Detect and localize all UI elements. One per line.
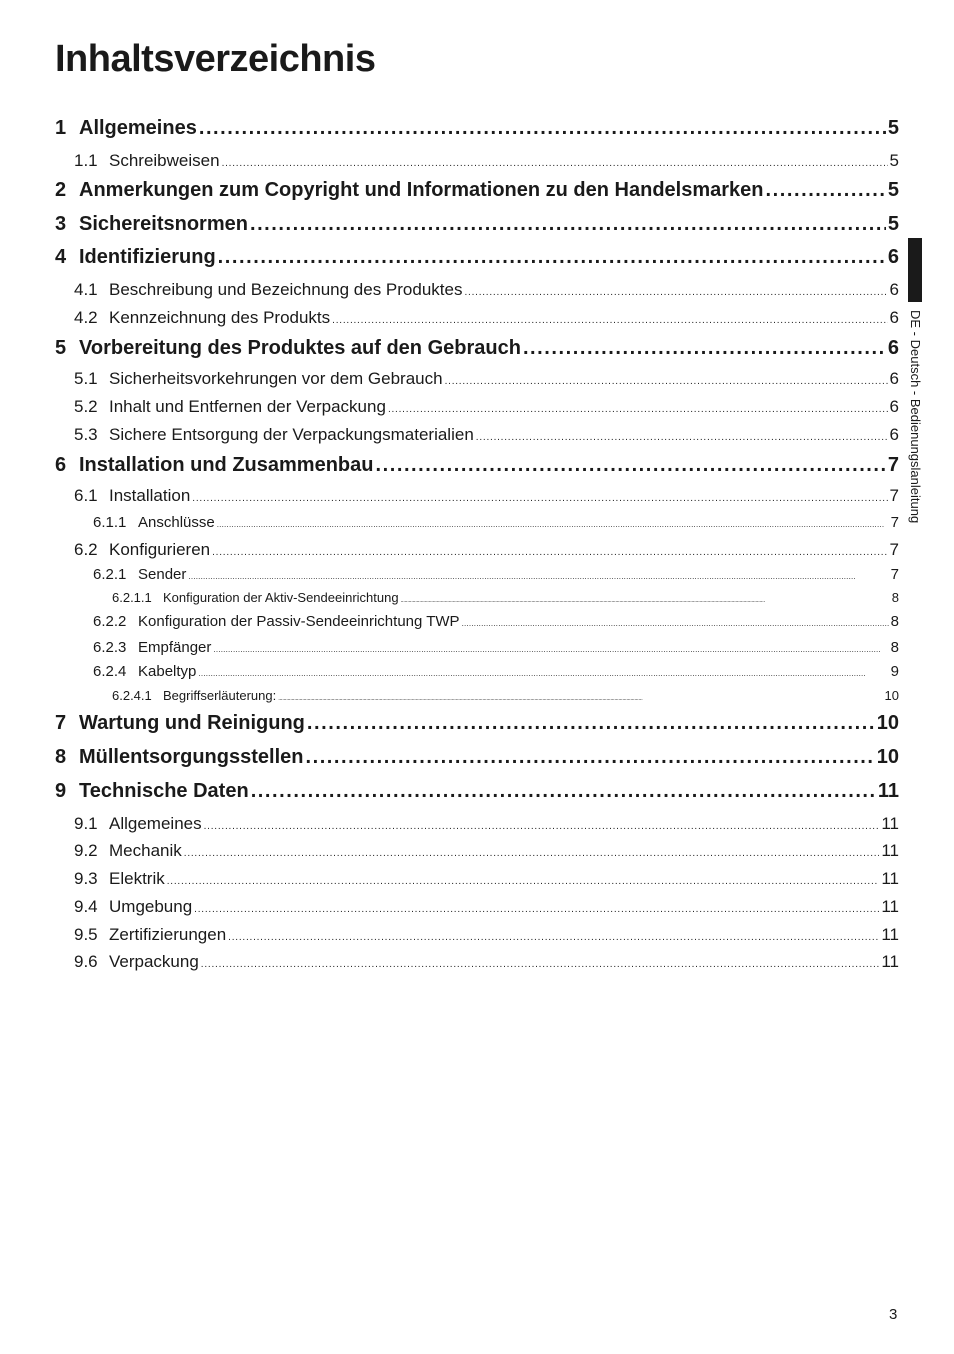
toc-entry-page: 11	[881, 869, 899, 888]
toc-entry-number: 3	[55, 213, 67, 235]
toc-entry-page: 8	[890, 613, 899, 630]
toc-entry-page: 8	[890, 639, 899, 656]
toc-entry-page: 7	[889, 486, 899, 505]
page-title: Inhaltsverzeichnis	[55, 38, 376, 80]
toc-entry[interactable]	[55, 247, 899, 267]
toc-entry-title: Anschlüsse	[138, 514, 215, 531]
toc-entry-title: Begriffserläuterung:	[163, 688, 277, 703]
toc-entry-number: 5	[55, 337, 67, 359]
toc-entry-title: Anmerkungen zum Copyright und Informationen zu den Handelsmarken	[79, 179, 764, 201]
toc-leader-dots	[204, 822, 880, 832]
toc-entry-page: 6	[889, 280, 899, 299]
toc-entry-title: Umgebung	[109, 897, 193, 916]
toc-entry[interactable]	[55, 214, 899, 234]
toc-entry-page: 5	[887, 213, 899, 235]
toc-entry-title: Sichereitsnormen	[79, 213, 248, 235]
toc-entry-title: Inhalt und Entfernen der Verpackung	[109, 397, 386, 416]
toc-entry-page: 5	[887, 117, 899, 139]
toc-entry[interactable]	[55, 338, 899, 358]
toc-leader-dots	[462, 620, 889, 628]
toc-entry[interactable]	[55, 398, 899, 415]
toc-entry[interactable]	[55, 152, 899, 169]
toc-entry-page: 6	[887, 337, 899, 359]
toc-entry-page: 7	[887, 454, 899, 476]
toc-leader-dots	[305, 747, 874, 767]
toc-entry-number: 5.1	[74, 369, 98, 388]
toc-entry-number: 5.3	[74, 425, 98, 444]
toc-leader-dots	[201, 960, 880, 970]
toc-leader-dots	[251, 781, 876, 801]
toc-entry-title: Konfiguration der Passiv-Sendeeinrichtung TWP	[138, 613, 460, 630]
toc-entry-number: 2	[55, 179, 67, 201]
toc-entry-page: 8	[891, 590, 899, 605]
toc-entry-page: 10	[884, 688, 899, 703]
toc-entry-number: 9.5	[74, 925, 98, 944]
toc-entry-title: Beschreibung und Bezeichnung des Produktes	[109, 280, 463, 299]
toc-entry-page: 7	[890, 514, 899, 531]
toc-leader-dots	[332, 316, 887, 326]
toc-entry-page: 11	[881, 841, 899, 860]
toc-entry-number: 9	[55, 780, 67, 802]
toc-entry-number: 9.6	[74, 952, 98, 971]
toc-entry-number: 6.1.1	[93, 514, 127, 531]
toc-entry-number: 6.2.2	[93, 613, 127, 630]
toc-leader-dots	[192, 494, 887, 504]
toc-entry-title: Mechanik	[109, 841, 182, 860]
toc-entry-page: 11	[881, 952, 899, 971]
toc-leader-dots	[307, 713, 875, 733]
toc-entry[interactable]	[55, 713, 899, 733]
toc-entry-title: Allgemeines	[79, 117, 197, 139]
toc-entry-page: 5	[887, 179, 899, 201]
toc-entry[interactable]	[55, 926, 899, 943]
toc-entry-page: 6	[889, 397, 899, 416]
toc-entry-page: 10	[876, 712, 899, 734]
table-of-contents	[55, 0, 899, 1000]
toc-entry[interactable]	[55, 953, 899, 970]
toc-leader-dots	[464, 288, 887, 298]
toc-entry-page: 6	[887, 246, 899, 268]
toc-entry-number: 7	[55, 712, 67, 734]
toc-entry-title: Elektrik	[109, 869, 165, 888]
toc-leader-dots	[476, 433, 888, 443]
toc-entry[interactable]	[55, 591, 899, 604]
toc-entry-page: 5	[889, 151, 899, 170]
toc-entry-title: Sichere Entsorgung der Verpackungsmaterialien	[109, 425, 474, 444]
toc-leader-dots	[167, 877, 880, 887]
toc-leader-dots	[766, 180, 886, 200]
toc-entry-title: Identifizierung	[79, 246, 216, 268]
toc-entry[interactable]	[55, 689, 899, 702]
toc-entry[interactable]	[55, 664, 899, 679]
toc-entry-page: 11	[881, 814, 899, 833]
toc-entry[interactable]	[55, 487, 899, 504]
toc-entry-page: 7	[890, 566, 899, 583]
toc-leader-dots	[212, 548, 887, 558]
toc-entry[interactable]	[55, 747, 899, 767]
toc-entry-page: 9	[890, 663, 899, 680]
toc-entry-number: 1	[55, 117, 67, 139]
toc-leader-dots	[228, 933, 879, 943]
toc-leader-dots	[388, 405, 888, 415]
toc-entry-number: 6	[55, 454, 67, 476]
toc-entry-title: Schreibweisen	[109, 151, 220, 170]
toc-entry-page: 10	[876, 746, 899, 768]
toc-entry-title: Technische Daten	[79, 780, 249, 802]
toc-entry-number: 8	[55, 746, 67, 768]
toc-entry-title: Vorbereitung des Produktes auf den Gebrauch	[79, 337, 521, 359]
toc-entry[interactable]	[55, 309, 899, 326]
toc-entry-page: 11	[881, 925, 899, 944]
toc-leader-dots	[375, 455, 885, 475]
toc-entry-number: 9.1	[74, 814, 98, 833]
toc-entry[interactable]	[55, 567, 899, 582]
toc-entry-title: Sicherheitsvorkehrungen vor dem Gebrauch	[109, 369, 443, 388]
toc-leader-dots	[184, 849, 880, 859]
toc-entry[interactable]	[55, 118, 899, 138]
toc-entry[interactable]	[55, 455, 899, 475]
toc-leader-dots	[401, 598, 890, 604]
toc-entry-title: Sender	[138, 566, 187, 583]
toc-entry[interactable]	[55, 180, 899, 200]
toc-entry-title: Wartung und Reinigung	[79, 712, 305, 734]
side-language-label: DE - Deutsch - Bedienungslanleitung	[908, 310, 923, 524]
toc-leader-dots	[218, 247, 886, 267]
toc-entry[interactable]	[55, 898, 899, 915]
toc-entry-title: Installation	[109, 486, 191, 505]
toc-leader-dots	[278, 696, 882, 702]
toc-leader-dots	[194, 905, 879, 915]
toc-entry[interactable]	[55, 842, 899, 859]
toc-entry[interactable]	[55, 541, 899, 558]
toc-leader-dots	[445, 377, 888, 387]
toc-entry-title: Verpackung	[109, 952, 199, 971]
toc-entry-number: 4.1	[74, 280, 98, 299]
toc-entry-page: 6	[889, 369, 899, 388]
toc-entry-title: Kabeltyp	[138, 663, 197, 680]
toc-entry-page: 6	[889, 308, 899, 327]
toc-leader-dots	[198, 670, 888, 678]
toc-entry-number: 9.4	[74, 897, 98, 916]
toc-entry-number: 6.1	[74, 486, 98, 505]
toc-entry-page: 11	[877, 780, 899, 802]
page-number: 3	[889, 1306, 898, 1323]
toc-entry-number: 6.2.4	[93, 663, 127, 680]
toc-entry-number: 6.2	[74, 540, 98, 559]
toc-leader-dots	[250, 214, 886, 234]
toc-entry[interactable]	[55, 426, 899, 443]
toc-entry-page: 6	[889, 425, 899, 444]
toc-entry-title: Zertifizierungen	[109, 925, 227, 944]
toc-entry-title: Empfänger	[138, 639, 212, 656]
toc-leader-dots	[213, 646, 888, 654]
toc-entry-title: Konfiguration der Aktiv-Sendeeinrichtung	[163, 590, 399, 605]
toc-leader-dots	[217, 521, 889, 529]
toc-entry-number: 9.3	[74, 869, 98, 888]
toc-entry-title: Kennzeichnung des Produkts	[109, 308, 331, 327]
toc-entry-number: 6.2.3	[93, 639, 127, 656]
toc-entry-number: 6.2.1.1	[112, 590, 152, 605]
toc-entry[interactable]	[55, 781, 899, 801]
toc-entry-title: Konfigurieren	[109, 540, 211, 559]
toc-entry[interactable]	[55, 614, 899, 629]
toc-leader-dots	[523, 338, 886, 358]
toc-entry[interactable]	[55, 870, 899, 887]
toc-entry-number: 6.2.1	[93, 566, 127, 583]
toc-entry[interactable]	[55, 370, 899, 387]
toc-entry-number: 6.2.4.1	[112, 688, 152, 703]
toc-entry[interactable]	[55, 640, 899, 655]
toc-leader-dots	[222, 159, 888, 169]
toc-entry-title: Müllentsorgungsstellen	[79, 746, 304, 768]
toc-entry-number: 5.2	[74, 397, 98, 416]
toc-entry-title: Installation und Zusammenbau	[79, 454, 374, 476]
toc-entry-number: 4.2	[74, 308, 98, 327]
toc-entry-number: 4	[55, 246, 67, 268]
toc-leader-dots	[199, 118, 886, 138]
toc-entry[interactable]	[55, 281, 899, 298]
side-tab-marker	[908, 238, 922, 302]
toc-entry-title: Allgemeines	[109, 814, 202, 833]
toc-leader-dots	[188, 573, 888, 581]
toc-entry[interactable]	[55, 515, 899, 530]
toc-entry-number: 9.2	[74, 841, 98, 860]
toc-entry-page: 7	[889, 540, 899, 559]
toc-entry-page: 11	[881, 897, 899, 916]
toc-entry[interactable]	[55, 815, 899, 832]
toc-entry-number: 1.1	[74, 151, 98, 170]
